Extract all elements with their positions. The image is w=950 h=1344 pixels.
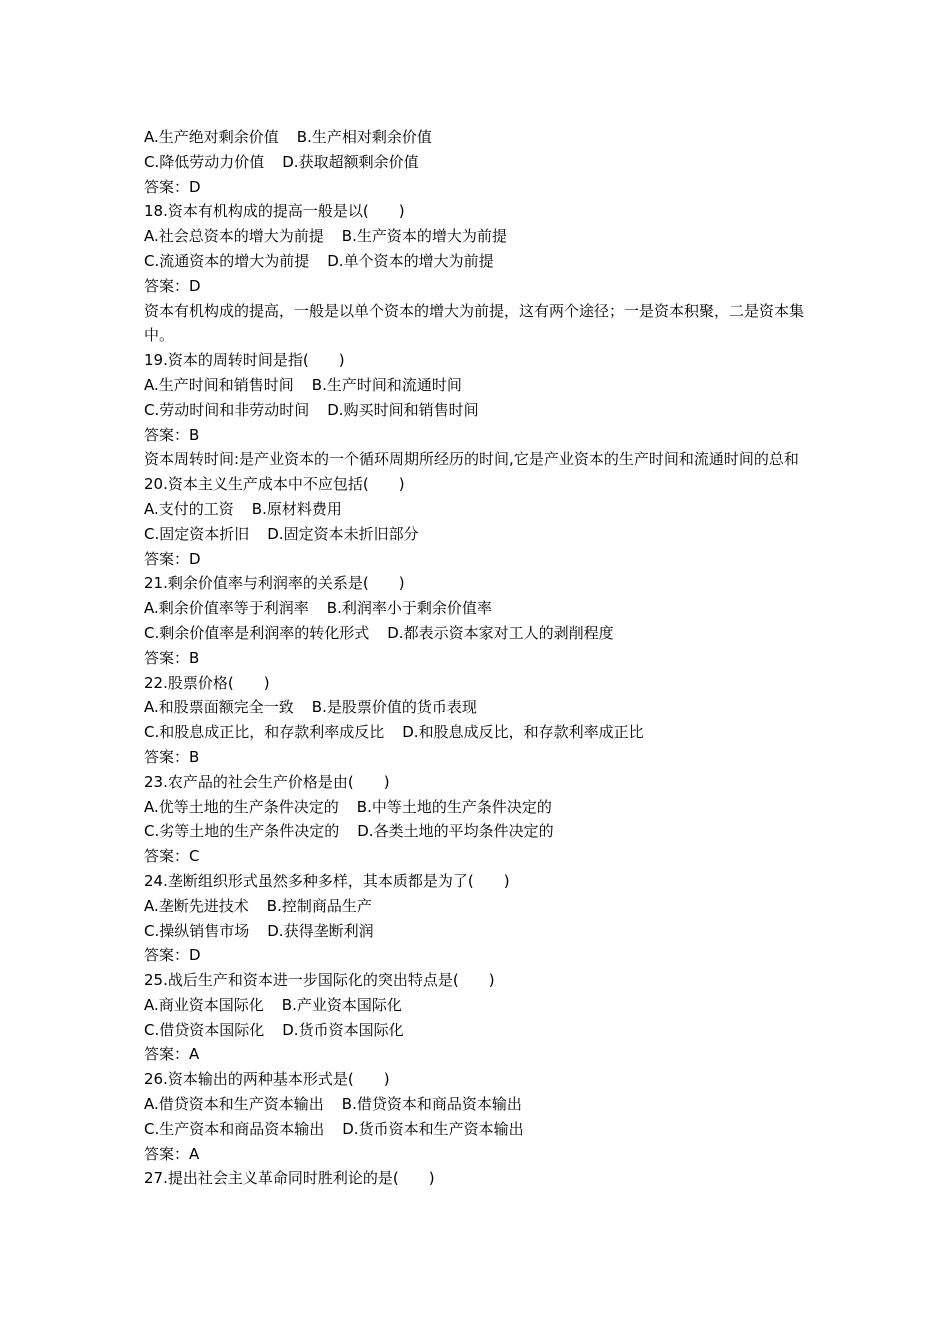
- answer-line: 答案：A: [144, 1045, 200, 1064]
- option-b: D.获取超额剩余价值: [282, 152, 419, 171]
- option-line: [144, 596, 824, 621]
- option-line: [144, 1092, 824, 1117]
- option-line: [144, 919, 824, 944]
- option-a: A.和股票面额完全一致: [144, 698, 294, 717]
- option-line: [144, 522, 824, 547]
- option-b: B.利润率小于剩余价值率: [326, 599, 492, 618]
- option-a: C.借贷资本国际化: [144, 1020, 265, 1039]
- option-b: B.原材料费用: [251, 499, 342, 518]
- option-line: [144, 398, 824, 423]
- option-line: [144, 373, 824, 398]
- option-b: D.和股息成反比，和存款利率成正比: [402, 723, 644, 742]
- option-line: [144, 621, 824, 646]
- option-a: C.固定资本折旧: [144, 524, 250, 543]
- option-b: B.中等土地的生产条件决定的: [356, 797, 552, 816]
- question-text: 22.股票价格( ): [144, 673, 270, 692]
- question-text: 18.资本有机构成的提高一般是以( ): [144, 202, 405, 221]
- option-b: B.生产相对剩余价值: [296, 128, 432, 146]
- question-text: 21.剩余价值率与利润率的关系是( ): [144, 574, 405, 593]
- option-a: A.支付的工资: [144, 499, 234, 518]
- answer-line: 答案：C: [144, 847, 200, 866]
- option-a: A.借贷资本和生产资本输出: [144, 1095, 324, 1114]
- option-a: A.商业资本国际化: [144, 995, 264, 1014]
- answer-line: 答案：A: [144, 1144, 200, 1163]
- option-line: [144, 224, 824, 249]
- answer-line: 答案：B: [144, 648, 200, 667]
- option-b: B.是股票价值的货币表现: [311, 698, 477, 717]
- option-b: D.购买时间和销售时间: [327, 400, 479, 419]
- question-text: 25.战后生产和资本进一步国际化的突出特点是( ): [144, 971, 495, 990]
- answer-line: 答案：B: [144, 425, 200, 444]
- answer-line: 答案：D: [144, 276, 201, 295]
- option-a: C.操纵销售市场: [144, 921, 250, 940]
- answer-line: 答案：D: [144, 549, 201, 568]
- option-a: A.生产绝对剩余价值: [144, 128, 279, 146]
- explanation-text: 资本有机构成的提高，一般是以单个资本的增大为前提，这有两个途径；一是资本积聚，二是资本集中。: [144, 301, 805, 345]
- question-text: 24.垄断组织形式虽然多种多样，其本质都是为了( ): [144, 871, 510, 890]
- question-text: 26.资本输出的两种基本形式是( ): [144, 1070, 390, 1089]
- option-a: C.降低劳动力价值: [144, 152, 265, 171]
- option-line: [144, 497, 824, 522]
- option-a: A.生产时间和销售时间: [144, 375, 294, 394]
- option-line: [144, 795, 824, 820]
- answer-line: 答案：D: [144, 177, 201, 196]
- option-b: D.固定资本未折旧部分: [267, 524, 419, 543]
- option-line: [144, 125, 824, 150]
- option-line: [144, 720, 824, 745]
- answer-line: 答案：B: [144, 747, 200, 766]
- answer-line: 答案：D: [144, 946, 201, 965]
- option-a: A.社会总资本的增大为前提: [144, 227, 324, 246]
- question-text: 23.农产品的社会生产价格是由( ): [144, 772, 390, 791]
- option-b: B.生产时间和流通时间: [311, 375, 462, 394]
- option-a: C.生产资本和商品资本输出: [144, 1119, 325, 1138]
- option-a: A.优等土地的生产条件决定的: [144, 797, 339, 816]
- option-b: D.货币资本和生产资本输出: [342, 1119, 524, 1138]
- option-line: [144, 1018, 824, 1043]
- explanation-text: 资本周转时间:是产业资本的一个循环周期所经历的时间,它是产业资本的生产时间和流通时间的总和: [144, 450, 799, 469]
- option-b: B.生产资本的增大为前提: [341, 227, 507, 246]
- option-a: C.和股息成正比，和存款利率成反比: [144, 723, 385, 742]
- option-line: [144, 249, 824, 274]
- option-line: [144, 993, 824, 1018]
- option-b: B.借贷资本和商品资本输出: [341, 1095, 522, 1114]
- option-line: [144, 894, 824, 919]
- option-a: A.垄断先进技术: [144, 896, 249, 915]
- question-text: 27.提出社会主义革命同时胜利论的是( ): [144, 1169, 435, 1188]
- option-line: [144, 695, 824, 720]
- option-a: C.流通资本的增大为前提: [144, 251, 310, 270]
- option-a: A.剩余价值率等于利润率: [144, 599, 309, 618]
- option-line: [144, 1117, 824, 1142]
- option-b: B.产业资本国际化: [281, 995, 402, 1014]
- option-b: D.货币资本国际化: [282, 1020, 404, 1039]
- option-b: D.都表示资本家对工人的剥削程度: [387, 623, 614, 642]
- question-text: 20.资本主义生产成本中不应包括( ): [144, 475, 405, 494]
- option-a: C.劣等土地的生产条件决定的: [144, 822, 340, 841]
- option-b: B.控制商品生产: [266, 896, 372, 915]
- document-page: [144, 125, 824, 1191]
- option-b: D.各类土地的平均条件决定的: [357, 822, 554, 841]
- option-line: [144, 150, 824, 175]
- option-a: C.剩余价值率是利润率的转化形式: [144, 623, 370, 642]
- option-a: C.劳动时间和非劳动时间: [144, 400, 310, 419]
- option-b: D.获得垄断利润: [267, 921, 374, 940]
- option-b: D.单个资本的增大为前提: [327, 251, 494, 270]
- option-line: [144, 819, 824, 844]
- question-text: 19.资本的周转时间是指( ): [144, 351, 345, 370]
